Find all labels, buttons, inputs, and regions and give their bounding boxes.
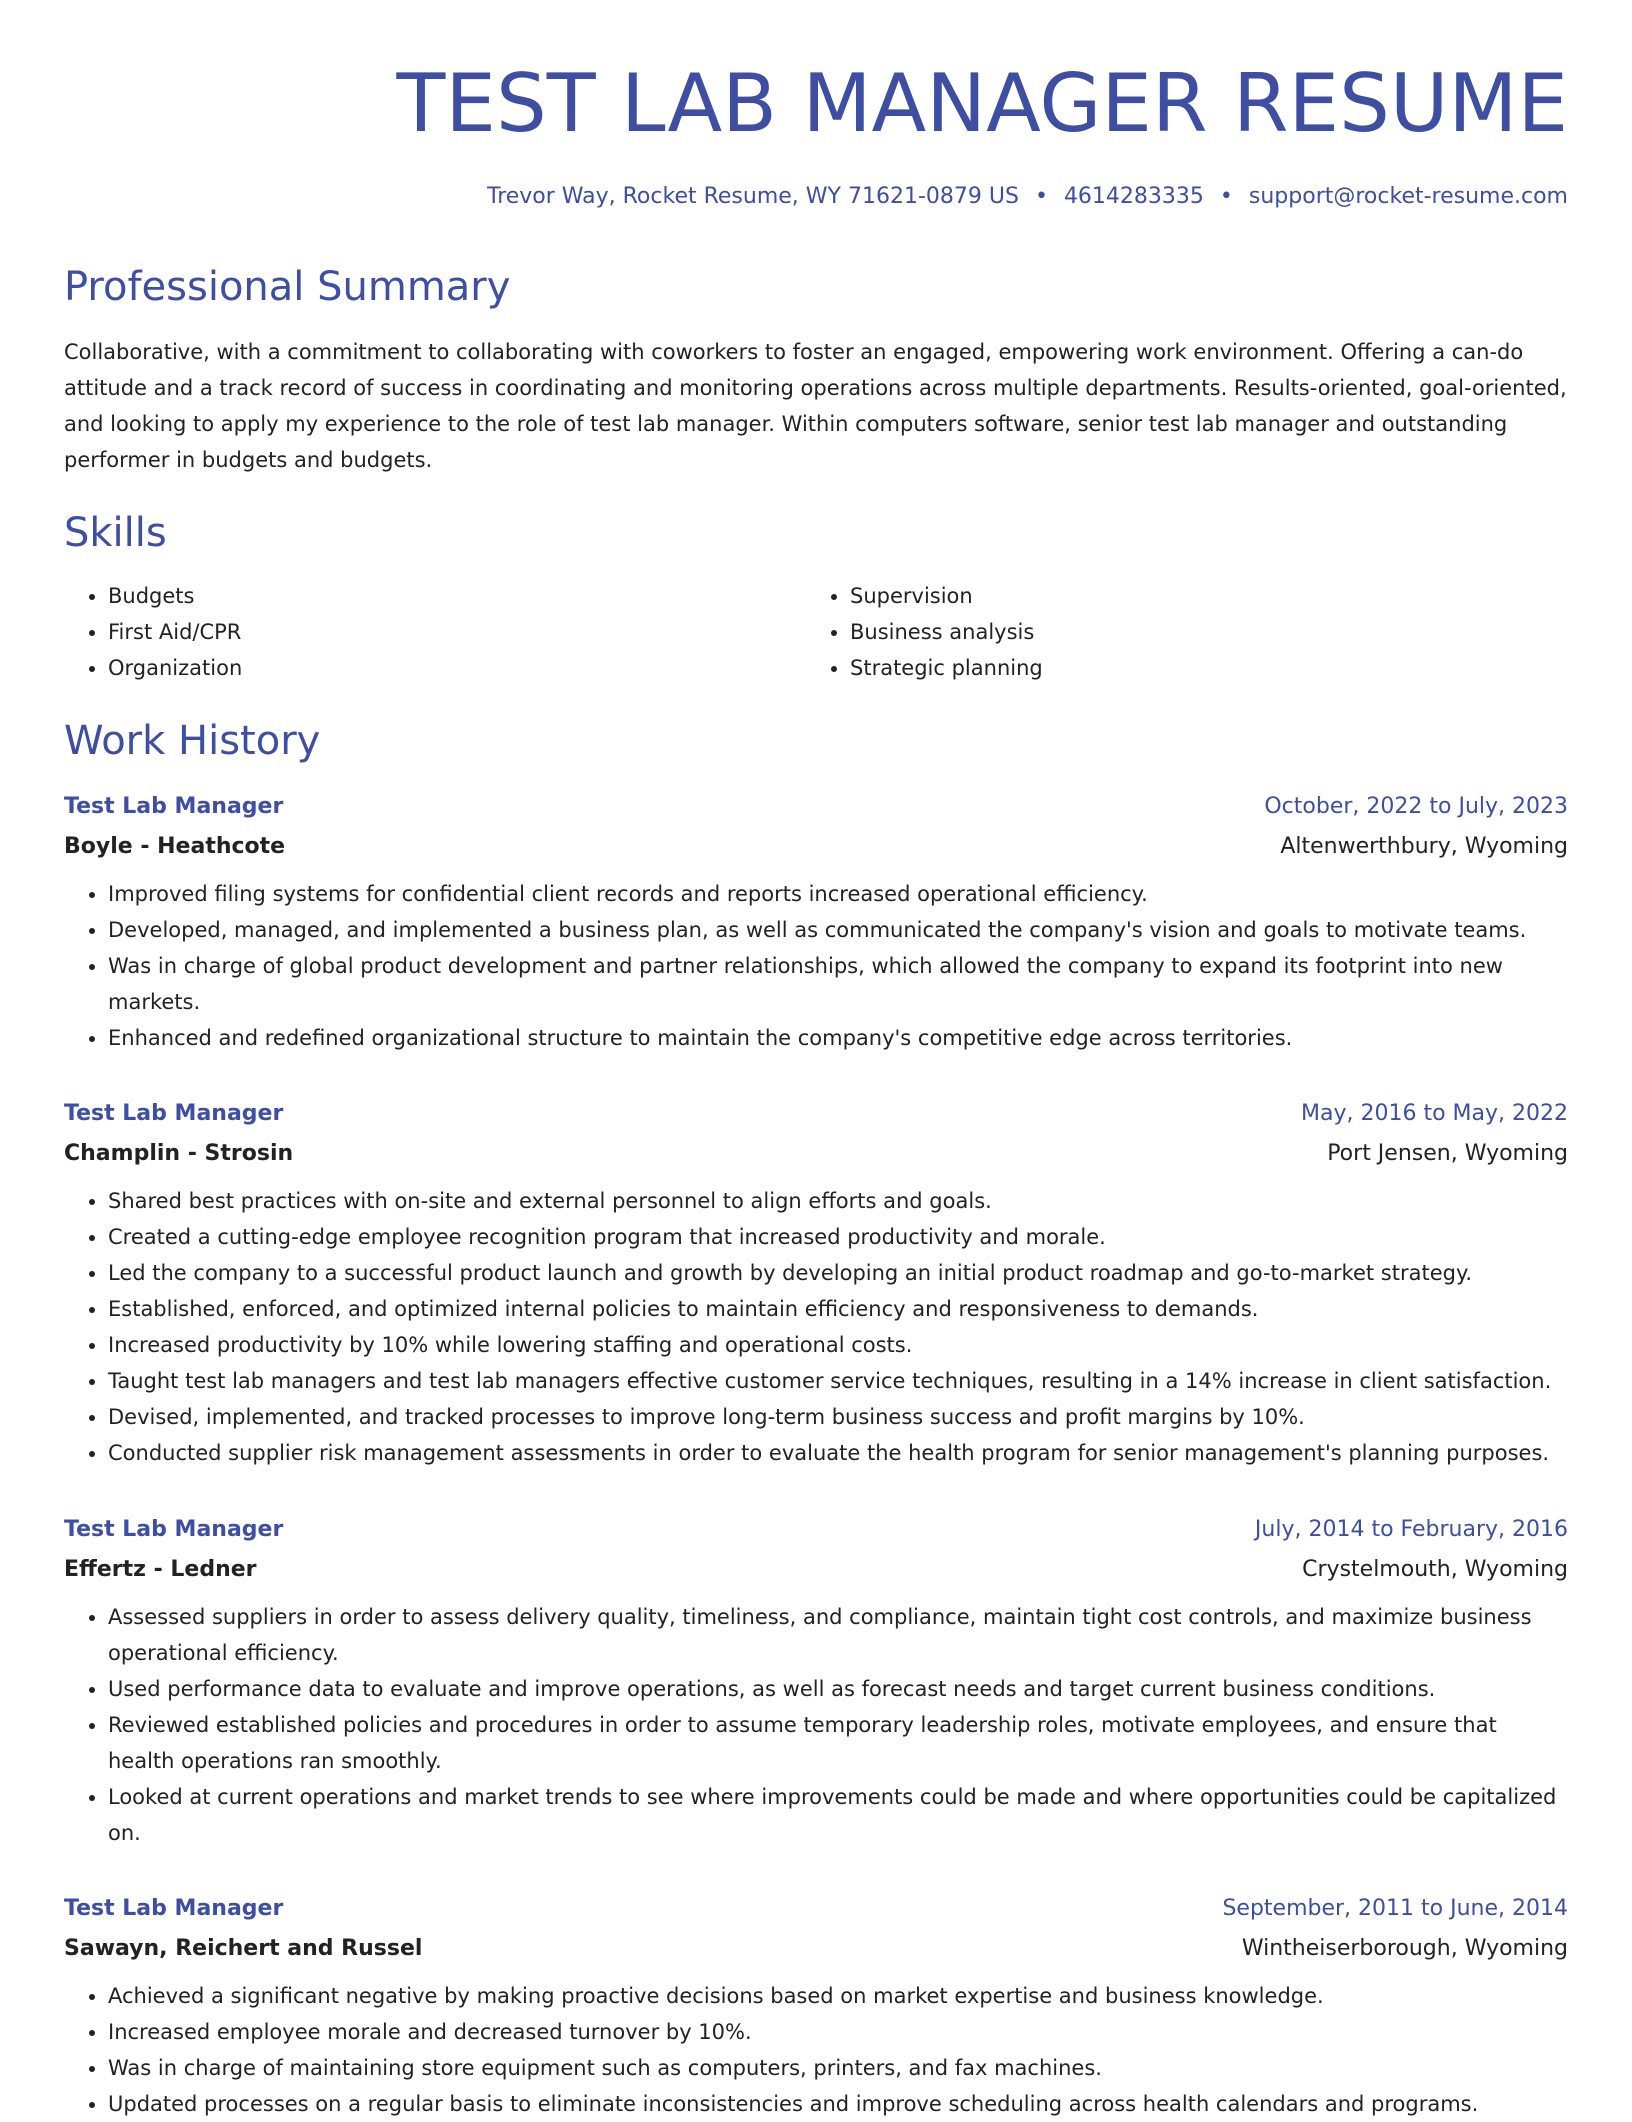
resume-title: TEST LAB MANAGER RESUME — [396, 57, 1568, 150]
job-title-row — [64, 1509, 1568, 1549]
job-title: Test Lab Manager — [64, 1516, 284, 1542]
skills-column-right — [806, 578, 1548, 686]
skill-item: • Organization — [108, 650, 806, 686]
job-title-row — [64, 1093, 1568, 1133]
skill-item: • Budgets — [108, 578, 806, 614]
job-company: Sawayn, Reichert and Russel — [64, 1935, 423, 1961]
job-location: Altenwerthbury, Wyoming — [1280, 833, 1568, 859]
contact-separator: • — [1219, 184, 1233, 209]
contact-phone: 4614283335 — [1063, 184, 1204, 209]
job-company: Boyle - Heathcote — [64, 833, 286, 859]
job-location: Wintheiserborough, Wyoming — [1241, 1935, 1568, 1961]
job-bullets — [64, 1599, 1568, 1851]
job-entry — [64, 1509, 1568, 1851]
job-entry — [64, 1888, 1568, 2122]
job-bullets — [64, 1978, 1568, 2122]
job-bullet: • Increased employee morale and decreased turnover by 10%. — [108, 2014, 1568, 2050]
skills-column-left — [64, 578, 806, 686]
job-dates: September, 2011 to June, 2014 — [1222, 1895, 1568, 1921]
job-company-row — [64, 1549, 1568, 1589]
job-company: Champlin - Strosin — [64, 1140, 294, 1166]
skill-item: • First Aid/CPR — [108, 614, 806, 650]
job-bullets — [64, 876, 1568, 1056]
job-dates: October, 2022 to July, 2023 — [1264, 793, 1568, 819]
job-bullet: • Reviewed established policies and procedures in order to assume temporary leadership roles, motivate employees, and ensure that health operations ran smoothly. — [108, 1707, 1568, 1779]
job-bullet: • Shared best practices with on-site and external personnel to align efforts and goals. — [108, 1183, 1568, 1219]
work-history-heading: Work History — [64, 718, 321, 764]
skills-list — [64, 578, 1568, 686]
job-dates: July, 2014 to February, 2016 — [1254, 1516, 1568, 1542]
job-bullet: • Updated processes on a regular basis to eliminate inconsistencies and improve scheduling across health calendars and programs. — [108, 2086, 1568, 2122]
job-title: Test Lab Manager — [64, 1100, 284, 1126]
skills-heading: Skills — [64, 510, 167, 556]
job-bullet: • Assessed suppliers in order to assess delivery quality, timeliness, and compliance, maintain tight cost controls, and maximize business operational efficiency. — [108, 1599, 1568, 1671]
job-bullet: • Was in charge of global product development and partner relationships, which allowed the company to expand its footprint into new markets. — [108, 948, 1568, 1020]
job-bullet: • Achieved a significant negative by making proactive decisions based on market expertise and business knowledge. — [108, 1978, 1568, 2014]
job-company: Effertz - Ledner — [64, 1556, 257, 1582]
job-bullet: • Taught test lab managers and test lab managers effective customer service techniques, resulting in a 14% increase in client satisfaction. — [108, 1363, 1568, 1399]
job-bullet: • Conducted supplier risk management assessments in order to evaluate the health program for senior management's planning purposes. — [108, 1435, 1568, 1471]
job-bullet: • Created a cutting-edge employee recognition program that increased productivity and morale. — [108, 1219, 1568, 1255]
job-title-row — [64, 786, 1568, 826]
job-company-row — [64, 826, 1568, 866]
job-location: Crystelmouth, Wyoming — [1302, 1556, 1568, 1582]
job-location: Port Jensen, Wyoming — [1327, 1140, 1568, 1166]
job-bullet: • Used performance data to evaluate and improve operations, as well as forecast needs and target current business conditions. — [108, 1671, 1568, 1707]
job-bullet: • Devised, implemented, and tracked processes to improve long-term business success and profit margins by 10%. — [108, 1399, 1568, 1435]
job-bullet: • Was in charge of maintaining store equipment such as computers, printers, and fax machines. — [108, 2050, 1568, 2086]
skill-item: • Strategic planning — [850, 650, 1548, 686]
job-bullet: • Led the company to a successful product launch and growth by developing an initial product roadmap and go-to-market strategy. — [108, 1255, 1568, 1291]
job-bullet: • Increased productivity by 10% while lowering staffing and operational costs. — [108, 1327, 1568, 1363]
job-bullet: • Established, enforced, and optimized internal policies to maintain efficiency and responsiveness to demands. — [108, 1291, 1568, 1327]
job-title: Test Lab Manager — [64, 1895, 284, 1921]
job-entry — [64, 1093, 1568, 1471]
skill-item: • Supervision — [850, 578, 1548, 614]
job-title-row — [64, 1888, 1568, 1928]
job-title: Test Lab Manager — [64, 793, 284, 819]
summary-heading: Professional Summary — [64, 264, 511, 310]
job-bullet: • Looked at current operations and market trends to see where improvements could be made and where opportunities could be capitalized on. — [108, 1779, 1568, 1851]
job-bullets — [64, 1183, 1568, 1471]
contact-line — [487, 180, 1568, 214]
contact-address: Trevor Way, Rocket Resume, WY 71621-0879 US — [486, 184, 1019, 209]
job-bullet: • Enhanced and redefined organizational structure to maintain the company's competitive edge across territories. — [108, 1020, 1568, 1056]
job-bullet: • Developed, managed, and implemented a business plan, as well as communicated the company's vision and goals to motivate teams. — [108, 912, 1568, 948]
job-dates: May, 2016 to May, 2022 — [1301, 1100, 1568, 1126]
job-entry — [64, 786, 1568, 1056]
job-company-row — [64, 1928, 1568, 1968]
contact-separator: • — [1034, 184, 1048, 209]
skill-item: • Business analysis — [850, 614, 1548, 650]
contact-email: support@rocket-resume.com — [1248, 184, 1568, 209]
job-bullet: • Improved filing systems for confidential client records and reports increased operational efficiency. — [108, 876, 1568, 912]
job-company-row — [64, 1133, 1568, 1173]
summary-text: Collaborative, with a commitment to collaborating with coworkers to foster an engaged, empowering work environment. Offering a can-do attitude and a track record of success in coordinating and monitoring operations across multiple departments. Results-oriented, goal-oriented, and looking to apply my experience to the role of test lab manager. Within computers software, senior test lab manager and outstanding performer in budgets and budgets. — [64, 340, 1567, 472]
